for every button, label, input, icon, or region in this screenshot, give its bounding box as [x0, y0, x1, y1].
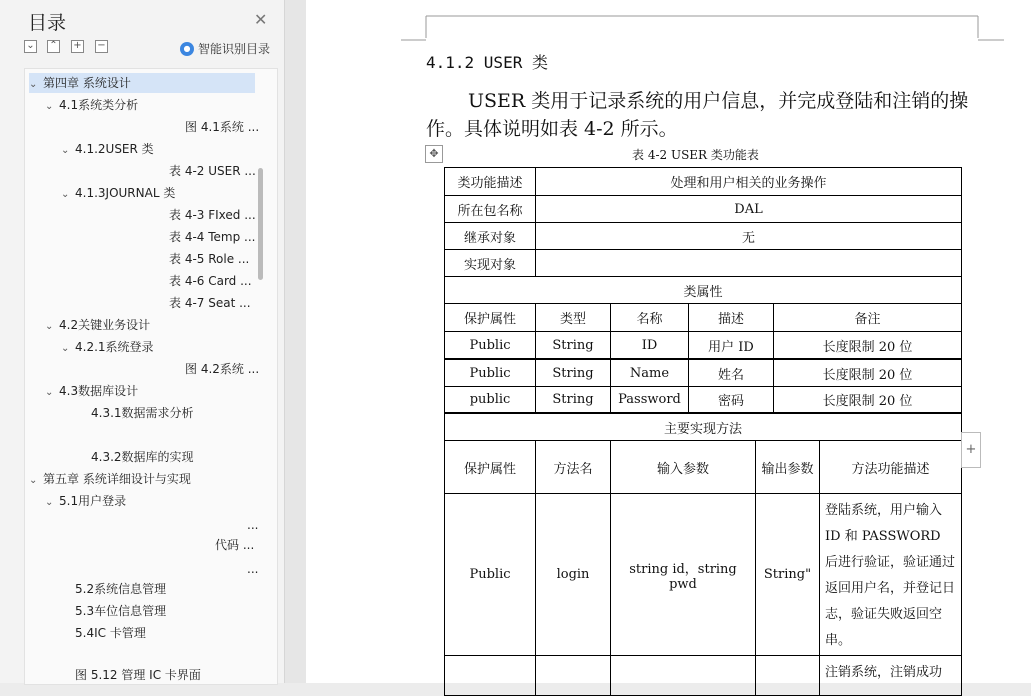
table-column-header: 备注 [773, 303, 962, 332]
chevron-down-icon[interactable]: ⌄ [45, 101, 54, 112]
table-column-header: 类型 [535, 303, 611, 332]
table-cell: Public [444, 331, 536, 359]
toc-item[interactable] [201, 535, 254, 555]
table-move-icon[interactable]: ✥ [425, 145, 443, 163]
toc-item-label: 5.1用户登录 [59, 494, 127, 508]
table-cell: ID [610, 331, 689, 359]
body-paragraph: USER 类用于记录系统的用户信息，并完成登陆和注销的操作。具体说明如表 4-2 所示。 [426, 90, 969, 140]
table-cell: 密码 [688, 386, 774, 413]
toc-item[interactable] [155, 249, 249, 269]
chevron-down-icon[interactable]: ⌄ [61, 145, 70, 156]
toc-item[interactable] [155, 271, 252, 291]
table-caption: 表 4-2 USER 类功能表 [632, 148, 759, 162]
toc-item-label: ... [247, 518, 259, 532]
toc-item[interactable] [155, 227, 255, 247]
table-cell: 长度限制 20 位 [773, 331, 962, 359]
smart-recognize-label: 智能识别目录 [198, 42, 271, 56]
toc-item-label: 4.2关键业务设计 [59, 318, 151, 332]
table-value-cell: 无 [535, 222, 962, 250]
chevron-down-icon[interactable]: ⌄ [45, 387, 54, 398]
toc-item-label: 4.1.2USER 类 [75, 142, 154, 156]
table-cell: String [535, 359, 611, 387]
toc-item-label: 图 5.12 管理 IC 卡界面 [75, 668, 201, 682]
table-section-header: 主要实现方法 [444, 413, 962, 441]
collapse-all-icon[interactable]: ⌄ [24, 40, 37, 53]
toc-item-label: 第四章 系统设计 [43, 76, 131, 90]
toc-item-label: 4.2.1系统登录 [75, 340, 154, 354]
table-value-cell [535, 249, 962, 277]
toc-item[interactable] [61, 623, 146, 643]
toc-item[interactable] [61, 183, 175, 203]
toc-tree [24, 68, 278, 685]
table-cell: 用户 ID [688, 331, 774, 359]
toc-item[interactable] [171, 359, 259, 379]
chevron-down-icon[interactable]: ⌄ [61, 189, 70, 200]
toc-item-label: 图 4.1系统 ... [185, 120, 260, 134]
chevron-down-icon[interactable]: ⌄ [29, 79, 38, 90]
table-cell: public [444, 386, 536, 413]
table-column-header: 输出参数 [755, 440, 820, 494]
toc-item-label: 表 4-3 FIxed ... [169, 208, 256, 222]
close-icon[interactable]: ✕ [254, 10, 268, 29]
toc-item-label: 4.3.1数据需求分析 [91, 406, 194, 420]
table-cell: 注销系统，注销成功 [819, 655, 962, 696]
toc-item[interactable] [61, 139, 154, 159]
table-cell: Password [610, 386, 689, 413]
table-section-header: 类属性 [444, 276, 962, 304]
ai-icon: ● [180, 42, 194, 56]
table-label-cell: 所在包名称 [444, 195, 536, 223]
toc-item[interactable] [61, 579, 166, 599]
toc-item[interactable] [29, 73, 255, 93]
toc-item[interactable] [61, 665, 201, 685]
chevron-down-icon[interactable]: ⌄ [29, 475, 38, 486]
toc-item[interactable] [233, 559, 258, 579]
toc-item[interactable] [45, 491, 126, 511]
table-label-cell: 继承对象 [444, 222, 536, 250]
toc-item[interactable] [171, 117, 259, 137]
page-header-marks [306, 0, 1031, 45]
toc-item[interactable] [155, 161, 256, 181]
table-column-header: 方法名 [535, 440, 611, 494]
table-column-header: 保护属性 [444, 303, 536, 332]
toc-item-label: ... [247, 562, 259, 576]
table-cell: login [535, 493, 611, 656]
toc-item-label: 5.2系统信息管理 [75, 582, 167, 596]
toc-item-label: 4.1.3JOURNAL 类 [75, 186, 176, 200]
toc-item-label: 表 4-5 Role ... [169, 252, 250, 266]
toc-item[interactable] [29, 469, 191, 489]
table-value-cell: 处理和用户相关的业务操作 [535, 167, 962, 196]
table-cell: Public [444, 493, 536, 656]
toc-item-label: 5.3车位信息管理 [75, 604, 167, 618]
toc-item-label: 表 4-4 Temp ... [169, 230, 256, 244]
table-cell: 姓名 [688, 359, 774, 387]
toc-panel [0, 0, 285, 683]
table-cell: Name [610, 359, 689, 387]
toc-item-label: 4.3数据库设计 [59, 384, 139, 398]
add-column-icon[interactable]: + [961, 432, 981, 468]
toc-item-label: 5.4IC 卡管理 [75, 626, 146, 640]
expand-up-icon[interactable]: ⌃ [47, 40, 60, 53]
table-cell: String [535, 386, 611, 413]
table-column-header: 保护属性 [444, 440, 536, 494]
toc-item[interactable] [45, 381, 138, 401]
table-cell: string id，string pwd [610, 493, 756, 656]
chevron-down-icon[interactable]: ⌄ [45, 321, 54, 332]
table-cell [535, 655, 611, 696]
table-label-cell: 实现对象 [444, 249, 536, 277]
toc-item-label: 表 4-7 Seat ... [169, 296, 251, 310]
table-label-cell: 类功能描述 [444, 167, 536, 196]
toc-item[interactable] [77, 447, 194, 467]
table-cell: 登陆系统，用户输入 ID 和 PASSWORD 后进行验证，验证通过返回用户名，并登记日志，验证失败返回空串。 [819, 493, 962, 656]
toc-title: 目录 [28, 12, 67, 34]
toc-item-label: 表 4-6 Card ... [169, 274, 252, 288]
table-column-header: 名称 [610, 303, 689, 332]
toc-item-label: 表 4-2 USER ... [169, 164, 256, 178]
table-column-header: 方法功能描述 [819, 440, 962, 494]
toc-scrollbar[interactable] [258, 168, 263, 280]
table-column-header: 描述 [688, 303, 774, 332]
toc-item[interactable] [61, 601, 166, 621]
remove-heading-icon[interactable]: − [95, 40, 108, 53]
table-cell: String [535, 331, 611, 359]
toc-item-label: 4.3.2数据库的实现 [91, 450, 194, 464]
doc-gutter [285, 0, 306, 683]
add-heading-icon[interactable]: + [71, 40, 84, 53]
toc-item[interactable] [45, 95, 138, 115]
toc-item[interactable] [45, 315, 150, 335]
table-cell: 长度限制 20 位 [773, 386, 962, 413]
toc-item[interactable] [155, 293, 251, 313]
document-page [306, 0, 1031, 683]
toc-item[interactable] [61, 337, 154, 357]
toc-item-label: 第五章 系统详细设计与实现 [43, 472, 191, 486]
section-heading: 4.1.2 USER 类 [426, 53, 548, 72]
toc-item[interactable] [77, 403, 194, 423]
table-cell: Public [444, 359, 536, 387]
table-cell: 长度限制 20 位 [773, 359, 962, 387]
toc-item[interactable] [233, 515, 258, 535]
table-cell: String" [755, 493, 820, 656]
table-cell [444, 655, 536, 696]
toc-item[interactable] [155, 205, 256, 225]
toc-item-label: 4.1系统类分析 [59, 98, 139, 112]
toc-item-label: 代码 ... [215, 538, 255, 552]
chevron-down-icon[interactable]: ⌄ [45, 497, 54, 508]
smart-recognize-button[interactable] [180, 40, 270, 57]
table-value-cell: DAL [535, 195, 962, 223]
table-column-header: 输入参数 [610, 440, 756, 494]
table-cell [610, 655, 756, 696]
chevron-down-icon[interactable]: ⌄ [61, 343, 70, 354]
toc-item-label: 图 4.2系统 ... [185, 362, 260, 376]
table-cell [755, 655, 820, 696]
